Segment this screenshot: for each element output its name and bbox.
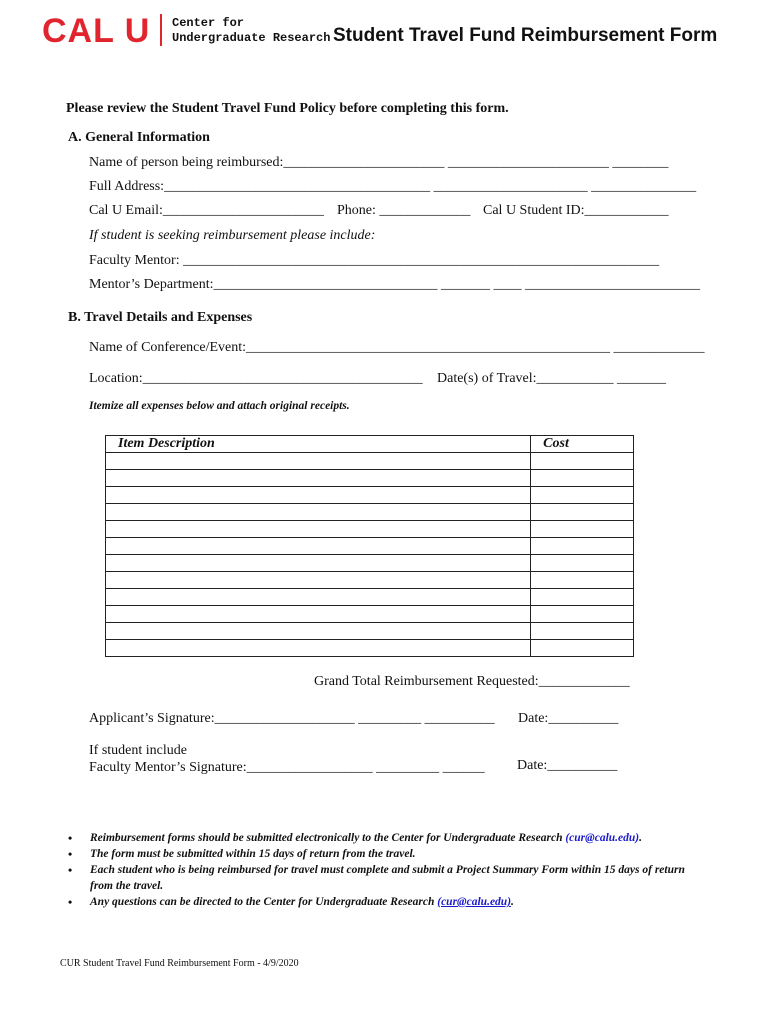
mentor-date-field[interactable]: Date:__________ — [517, 758, 618, 773]
item-description-cell[interactable] — [106, 572, 531, 589]
note-text: Each student who is being reimbursed for travel must complete and submit a Project Summary Form within 15 days of return from the travel. — [90, 864, 685, 892]
note-item — [68, 830, 708, 846]
note-item — [68, 846, 708, 862]
cost-cell[interactable] — [531, 606, 634, 623]
table-row — [106, 538, 634, 555]
applicant-date-field[interactable]: Date:__________ — [518, 711, 619, 726]
cost-cell[interactable] — [531, 640, 634, 657]
cost-cell[interactable] — [531, 572, 634, 589]
note-punct: . — [511, 896, 514, 908]
item-description-cell[interactable] — [106, 521, 531, 538]
cost-cell[interactable] — [531, 623, 634, 640]
item-description-cell[interactable] — [106, 453, 531, 470]
table-row — [106, 623, 634, 640]
mentor-signature-field[interactable]: Faculty Mentor’s Signature:__________________ _________ ______ — [89, 760, 485, 775]
item-description-cell[interactable] — [106, 555, 531, 572]
item-description-cell[interactable] — [106, 504, 531, 521]
logo-divider — [160, 14, 162, 46]
cost-cell[interactable] — [531, 487, 634, 504]
applicant-signature-field[interactable]: Applicant’s Signature:____________________ _________ __________ — [89, 711, 495, 726]
bullet-icon: • — [68, 831, 73, 845]
if-student-include-text: If student include — [89, 743, 187, 758]
conference-field[interactable]: Name of Conference/Event:____________________________________________________ _____________ — [89, 340, 705, 355]
cost-cell[interactable] — [531, 589, 634, 606]
student-id-field[interactable]: Cal U Student ID:____________ — [483, 203, 669, 218]
if-student-note: If student is seeking reimbursement please include: — [89, 228, 376, 243]
itemize-note: Itemize all expenses below and attach original receipts. — [89, 400, 350, 412]
travel-dates-field[interactable]: Date(s) of Travel:___________ _______ — [437, 371, 667, 386]
faculty-mentor-field[interactable]: Faculty Mentor: ____________________________________________________________________ — [89, 253, 660, 268]
note-punct: . — [639, 832, 642, 844]
email-field[interactable]: Cal U Email:_______________________ — [89, 203, 324, 218]
notes-list — [68, 830, 708, 910]
intro-text: Please review the Student Travel Fund Policy before completing this form. — [66, 101, 509, 116]
item-description-cell[interactable] — [106, 538, 531, 555]
name-field[interactable]: Name of person being reimbursed:_______________________ _______________________ ________ — [89, 155, 669, 170]
cost-cell[interactable] — [531, 453, 634, 470]
mentor-department-field[interactable]: Mentor’s Department:________________________________ _______ ____ _________________________ — [89, 277, 701, 292]
bullet-icon: • — [68, 847, 73, 861]
email-link[interactable]: (cur@calu.edu) — [565, 832, 640, 844]
calu-logo: CAL U — [42, 12, 151, 50]
item-description-cell[interactable] — [106, 623, 531, 640]
table-row — [106, 555, 634, 572]
email-link[interactable]: (cur@calu.edu) — [437, 896, 512, 908]
bullet-icon: • — [68, 863, 73, 877]
item-description-cell[interactable] — [106, 589, 531, 606]
table-row — [106, 606, 634, 623]
expense-table — [105, 435, 634, 657]
form-title: Student Travel Fund Reimbursement Form — [333, 25, 718, 46]
phone-field[interactable]: Phone: _____________ — [337, 203, 471, 218]
item-description-cell[interactable] — [106, 606, 531, 623]
grand-total-field[interactable]: Grand Total Reimbursement Requested:_____________ — [314, 674, 630, 689]
note-text: The form must be submitted within 15 days of return from the travel. — [90, 848, 416, 860]
table-row — [106, 470, 634, 487]
cost-cell[interactable] — [531, 538, 634, 555]
table-row — [106, 521, 634, 538]
table-row — [106, 640, 634, 657]
note-item — [68, 894, 708, 910]
item-description-header: Item Description — [106, 436, 531, 453]
item-description-cell[interactable] — [106, 470, 531, 487]
cost-header: Cost — [531, 436, 634, 453]
section-b-heading: B. Travel Details and Expenses — [68, 310, 253, 325]
cost-cell[interactable] — [531, 470, 634, 487]
section-a-heading: A. General Information — [68, 130, 210, 145]
cost-cell[interactable] — [531, 555, 634, 572]
cost-cell[interactable] — [531, 504, 634, 521]
expense-table-header — [106, 436, 634, 453]
location-field[interactable]: Location:________________________________________ — [89, 371, 423, 386]
note-item — [68, 862, 708, 894]
bullet-icon: • — [68, 895, 73, 909]
footer-text: CUR Student Travel Fund Reimbursement Form - 4/9/2020 — [60, 958, 299, 969]
logo-sub-line2: Undergraduate Research — [172, 31, 331, 45]
address-field[interactable]: Full Address:______________________________________ ______________________ _______________ — [89, 179, 697, 194]
cost-cell[interactable] — [531, 521, 634, 538]
note-text: Any questions can be directed to the Center for Undergraduate Research — [90, 896, 438, 908]
table-row — [106, 504, 634, 521]
table-row — [106, 453, 634, 470]
logo-subtitle — [172, 16, 330, 46]
logo-sub-line1: Center for — [172, 16, 245, 30]
note-text: Reimbursement forms should be submitted electronically to the Center for Undergraduate Research — [90, 832, 566, 844]
table-row — [106, 572, 634, 589]
item-description-cell[interactable] — [106, 640, 531, 657]
item-description-cell[interactable] — [106, 487, 531, 504]
table-row — [106, 487, 634, 504]
table-row — [106, 589, 634, 606]
